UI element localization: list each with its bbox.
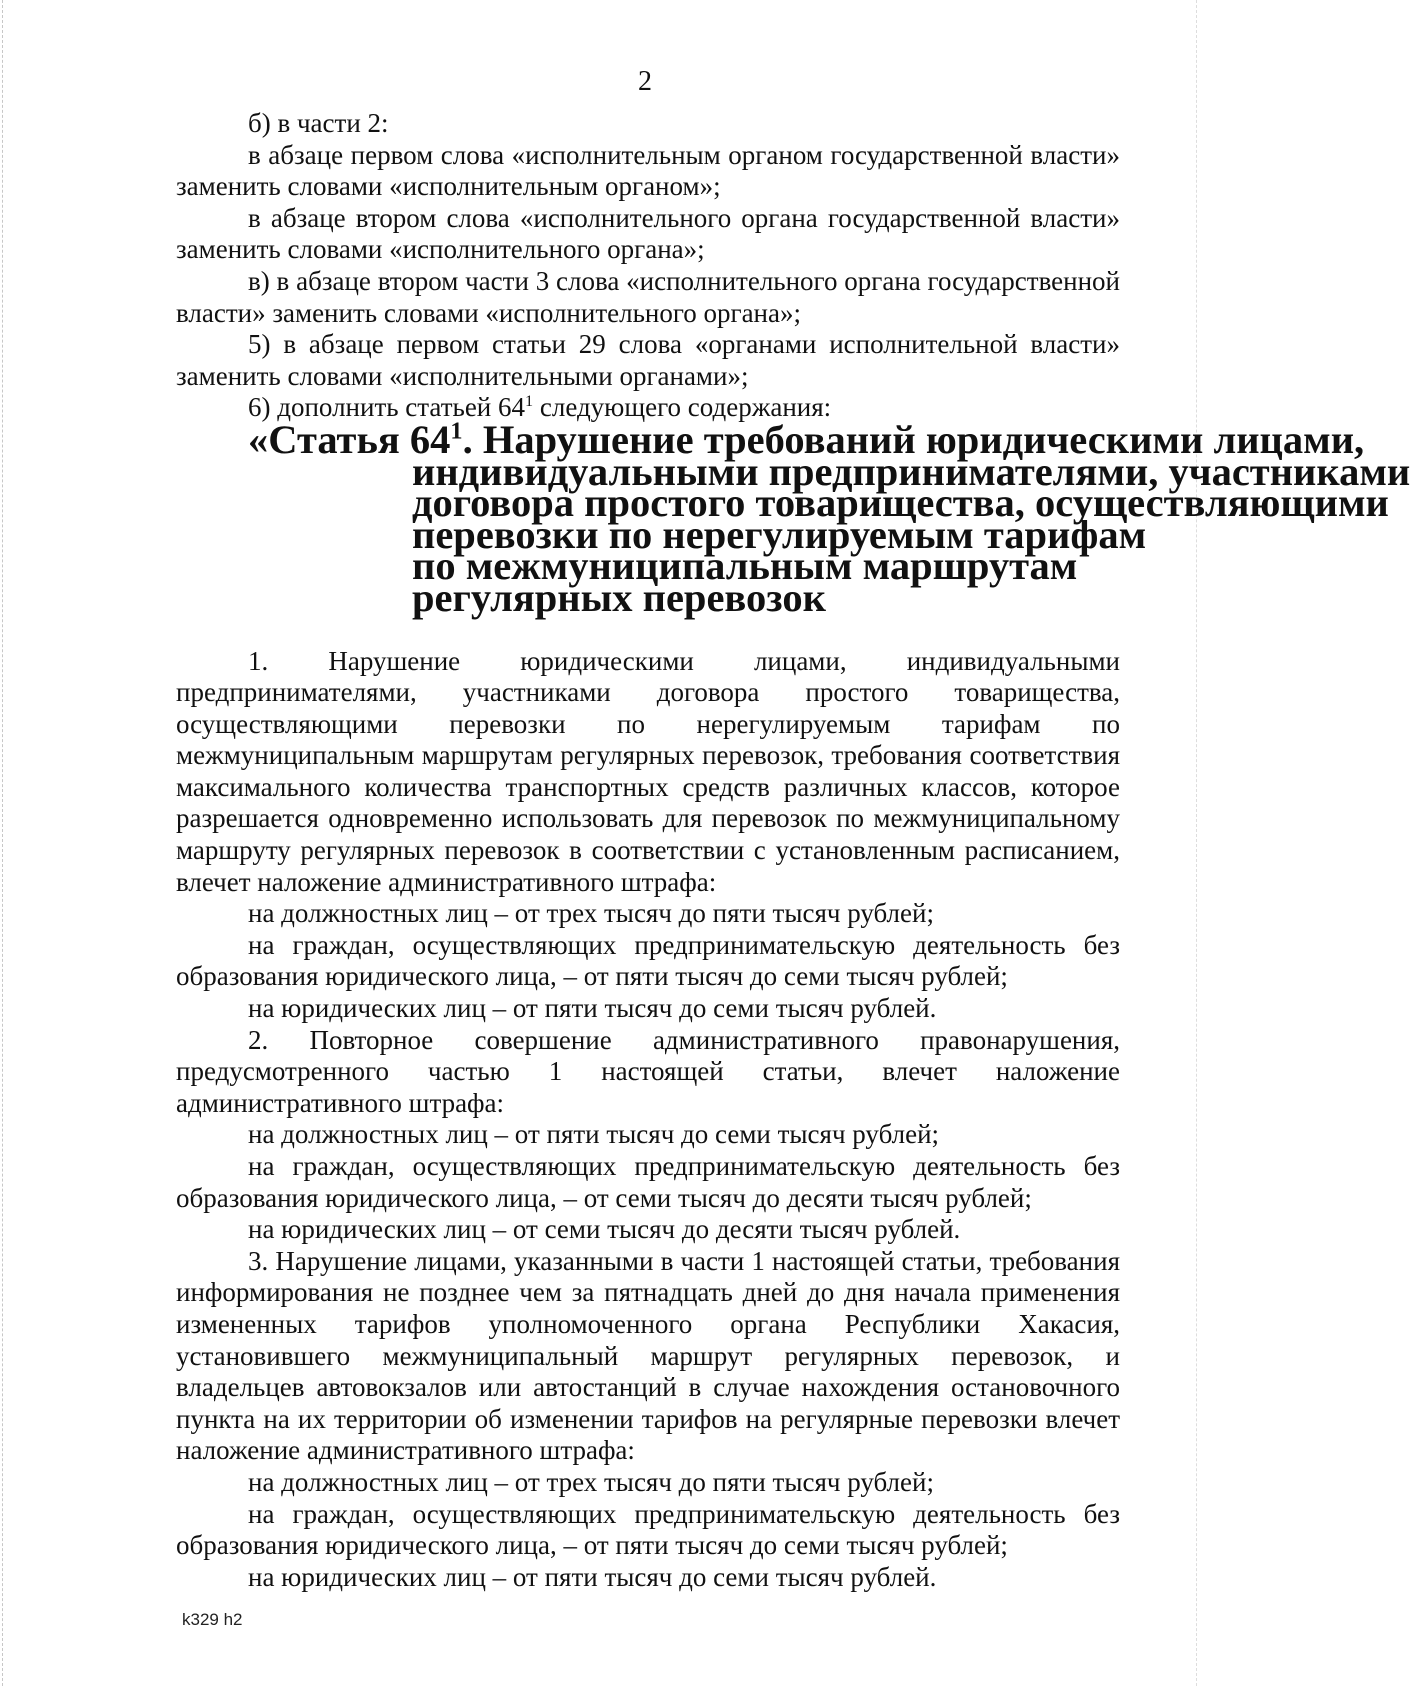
paragraph-b-part2: б) в части 2: [248,108,389,138]
article-title-line: договора простого товарищества, осуществляющими [412,480,1389,526]
scan-edge-left [2,0,4,1686]
body-paragraph: на граждан, осуществляющих предпринимательскую деятельность без образования юридического лица, – от семи тысяч до десяти тысяч рублей; [176,1151,1120,1213]
item6-superscript: 1 [525,392,534,411]
article-title-line: регулярных перевозок [412,574,826,620]
scan-edge-right [1196,0,1198,1686]
body-paragraph: на должностных лиц – от трех тысяч до пяти тысяч рублей; [248,1466,934,1497]
article-title-head [248,416,1365,462]
body-paragraph: 1. Нарушение юридическими лицами, индивидуальными предпринимателями, участниками договора простого товарищества, осуществляющими перевозки по нерегулируемым тарифам по межмуниципальным маршрутам регулярных перевозок, требования соответствия максимального количества транспортных средств различных классов, которое разрешается одновременно использовать для перевозок по межмуниципальному маршруту регулярных перевозок в соответствии с установленным расписанием, влечет наложение административного штрафа: [176,645,1120,897]
body-paragraph: на должностных лиц – от трех тысяч до пяти тысяч рублей; [248,898,934,929]
item6-text-after: следующего содержания: [533,392,832,423]
paragraph-v-part3: в) в абзаце втором части 3 слова «исполнительного органа государственной власти» заменить словами «исполнительного органа»; [176,265,1120,328]
body-paragraph: на граждан, осуществляющих предпринимательскую деятельность без образования юридического лица, – от пяти тысяч до семи тысяч рублей; [176,1498,1120,1561]
paragraph-first-abzac: в абзаце первом слова «исполнительным органом государственной власти» заменить словами «исполнительным органом»; [176,139,1120,202]
article-title-prefix: «Статья 64 [248,416,451,462]
article-title-line: индивидуальными предпринимателями, участниками [412,448,1410,494]
article-title-suffix: . Нарушение требований юридическими лицами, [462,416,1365,462]
page-number: 2 [638,66,652,97]
body-paragraph: на юридических лиц – от семи тысяч до десяти тысяч рублей. [248,1214,961,1245]
body-paragraph: 3. Нарушение лицами, указанными в части 1 настоящей статьи, требования информирования не позднее чем за пятнадцать дней до дня начала применения измененных тарифов уполномоченного органа Республики Хакасия, установившего межмуниципальный маршрут регулярных перевозок, и владельцев автовокзалов или автостанций в случае нахождения остановочного пункта на их территории об изменении тарифов на регулярные перевозки влечет наложение административного штрафа: [176,1245,1120,1466]
article-title-superscript: 1 [450,417,463,445]
body-paragraph: на юридических лиц – от пяти тысяч до семи тысяч рублей. [248,993,937,1024]
paragraph-second-abzac: в абзаце втором слова «исполнительного органа государственной власти» заменить словами «исполнительного органа»; [176,202,1120,265]
paragraph-item5: 5) в абзаце первом статьи 29 слова «органами исполнительной власти» заменить словами «исполнительными органами»; [176,329,1120,391]
body-paragraph: 2. Повторное совершение административного правонарушения, предусмотренного частью 1 настоящей статьи, влечет наложение административного штрафа: [176,1024,1120,1118]
article-title-line: по межмуниципальным маршрутам [412,543,1078,589]
article-title [176,416,1410,620]
body-paragraph: на должностных лиц – от пяти тысяч до семи тысяч рублей; [248,1119,940,1150]
article-title-line: перевозки по нерегулируемым тарифам [412,511,1147,557]
item6-text-before: 6) дополнить статьей 64 [248,392,526,423]
body-paragraph: на граждан, осуществляющих предпринимательскую деятельность без образования юридического лица, – от пяти тысяч до семи тысяч рублей; [176,929,1120,992]
document-body [176,108,1410,1593]
body-paragraph: на юридических лиц – от пяти тысяч до семи тысяч рублей. [248,1561,937,1592]
footer-document-code: k329 h2 [182,1610,243,1629]
